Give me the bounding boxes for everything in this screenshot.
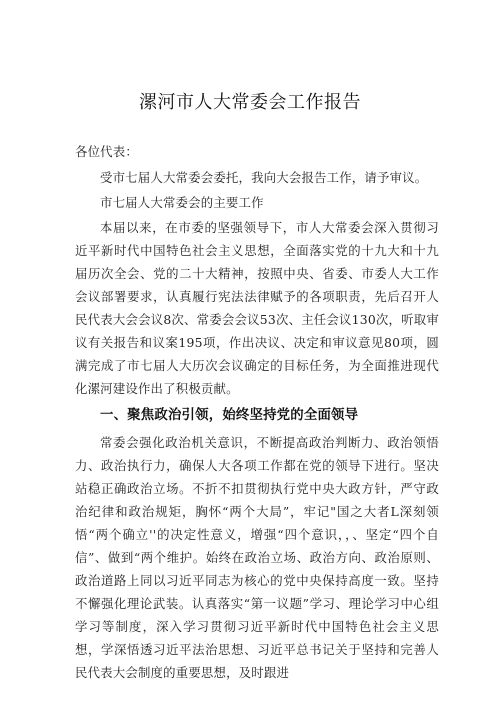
document-title: 漯河市人大常委会工作报告 — [139, 92, 361, 113]
intro-paragraph: 受市七届人大常委会委托，我向大会报告工作，请予审议。 — [100, 170, 428, 185]
subheading: 市七届人大常委会的主要工作 — [100, 195, 264, 210]
salutation: 各位代表： — [75, 144, 138, 159]
document-body — [75, 140, 439, 684]
section-heading: 一、聚焦政治引领，始终坚持党的全面领导 — [100, 408, 359, 423]
section-paragraph: 常委会强化政治机关意识，不断提高政治判断力、政治领悟力、政治执行力，确保人大各项工作都在党的领导下进行。坚决站稳正确政治立场。不折不扣贯彻执行党中央大政方针，严守政治纪律和政治规矩，胸怀“两个大局”，牢记"国之大者L深刻领悟“两个确立''的决定性意义，增强“四个意识，，、坚定“四个自信”、做到“两个维护。始终在政治立场、政治方向、政治原则、政治道路上同以习近平同志为核心的党中央保持高度一致。坚持不懈强化理论武装。认真落实“第一议题”学习、理论学习中心组学习等制度，深入学习贯彻习近平新时代中国特色社会主义思想，学深悟透习近平法治思想、习近平总书记关于坚持和完善人民代表大会制度的重要思想，及时跟进 — [75, 435, 439, 680]
summary-paragraph: 本届以来，在市委的坚强领导下，市人大常委会深入贯彻习近平新时代中国特色社会主义思想，全面落实党的十九大和十九届历次全会、党的二十大精神，按照中央、省委、市委人大工作会议部署要求，认真履行宪法法律赋予的各项职责，先后召开人民代表大会会议8次、常委会会议53次、主任会议130次，听取审议有关报告和议案195项，作出决议、决定和审议意见80项，圆满完成了市七届人大历次会议确定的目标任务，为全面推进现代化漯河建设作出了积极贡献。 — [75, 220, 439, 396]
